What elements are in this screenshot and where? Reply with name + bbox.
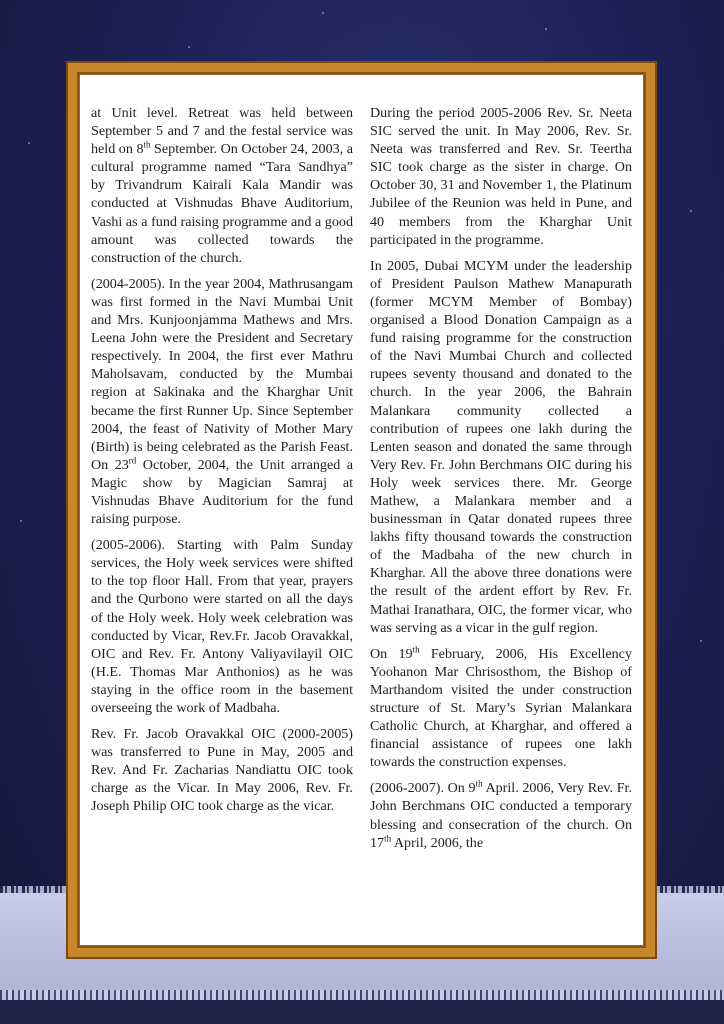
superscript: th: [143, 139, 151, 150]
text: On 19: [370, 645, 413, 662]
star: [322, 12, 324, 14]
text: February, 2006, His Excellency Yoohanon Mar Chrisosthom, the Bishop of Marthandom visited the under construction structure of St. Mary’s Syrian Malankara Catholic Church, at Kharghar, and offered a financial assistance of rupees one lakh towards the construction expenses.: [370, 645, 632, 771]
star: [690, 210, 692, 212]
star: [545, 28, 547, 30]
superscript: rd: [128, 455, 137, 466]
text: (2004-2005). In the year 2004, Mathrusangam was first formed in the Navi Mumbai Unit and Mrs. Kunjoonjamma Mathews and Mrs. Leena John were the President and Secretary respectively. In 2004, the first ever Mathru Maholsavam, conducted by the Mumbai region at Sakinaka and the Kharghar Unit became the first Runner Up. Since September 2004, the feast of Nativity of Mother Mary (Birth) is being celebrated as the Parish Feast. On 23: [91, 275, 353, 473]
paragraph: [91, 275, 353, 528]
text: (2006-2007). On 9: [370, 780, 476, 797]
paragraph: (2005-2006). Starting with Palm Sunday services, the Holy week services were shifted to the top floor Hall. From that year, prayers and the Qurbono were started on all the days of the Holy week. Holy week celebration was conducted by Vicar, Rev.Fr. Jacob Oravakkal, OIC and Rev. Fr. Antony Valiyavilayil OIC (H.E. Thomas Mar Anthonios) as he was staying in the office room in the basement overseeing the work of Madbaha.: [91, 537, 353, 716]
text: October, 2004, the Unit arranged a Magic show by Magician Samraj at Vishnudas Bhave Auditorium for the fund raising purpose.: [91, 456, 354, 528]
paragraph: In 2005, Dubai MCYM under the leadership of President Paulson Mathew Manapurath (former MCYM Member of Bombay) organised a Blood Donation Campaign as a fund raising programme for the construction of the Navi Mumbai Church and collected rupees seventy thousand and donated to the church. In the year 2006, the Bahrain Malankara community collected a contribution of rupees one lakh during the Lenten season and donated the same through Very Rev. Fr. John Berchmans OIC during his Holy week services there. Mr. George Mathew, a Malankara member and a businessman in Qatar donated rupees three lakhs fifty thousand towards the construction of the Madbaha of the new church in Kharghar. All the above three donations were the result of the ardent effort by Rev. Fr. Mathai Iranathara, OIC, the former vicar, who was serving as a vicar in the gulf region.: [370, 257, 632, 636]
bottom-strip: [0, 1000, 724, 1024]
text: April, 2006, the: [391, 834, 484, 851]
paragraph: During the period 2005-2006 Rev. Sr. Neeta SIC served the unit. In May 2006, Rev. Sr. Neeta was transferred and Rev. Sr. Teertha SIC took charge as the sister in charge. On October 30, 31 and November 1, the Platinum Jubilee of the Reunion was held in Pune, and 40 members from the Kharghar Unit participated in the programme.: [370, 105, 632, 248]
left-column: [91, 104, 353, 824]
star: [188, 46, 190, 48]
superscript: th: [475, 778, 483, 789]
paragraph: [370, 779, 632, 851]
right-column: [370, 104, 632, 860]
star: [28, 142, 30, 144]
superscript: th: [412, 644, 420, 655]
text: April. 2006, Very Rev. Fr. John Berchmans OIC conducted a temporary blessing and consecration of the church. On 17: [370, 780, 632, 851]
superscript: th: [384, 832, 392, 843]
paragraph: [91, 104, 353, 267]
text: at Unit level. Retreat was held between September 5 and 7 and the festal service was held on 8: [91, 105, 353, 158]
paragraph: [370, 645, 632, 772]
star: [20, 520, 22, 522]
text: September. On October 24, 2003, a cultural programme named “Tara Sandhya” by Trivandrum Kairali Kala Mandir was conducted at Vishnudas Bhave Auditorium, Vashi as a fund raising programme and a good amount was collected towards the construction of the church.: [91, 141, 354, 266]
star: [700, 640, 702, 642]
paragraph: Rev. Fr. Jacob Oravakkal OIC (2000-2005) was transferred to Pune in May, 2005 and Rev. And Fr. Zacharias Nandiattu OIC took charge as the Vicar. In May 2006, Rev. Fr. Joseph Philip OIC took charge as the vicar.: [91, 726, 353, 815]
